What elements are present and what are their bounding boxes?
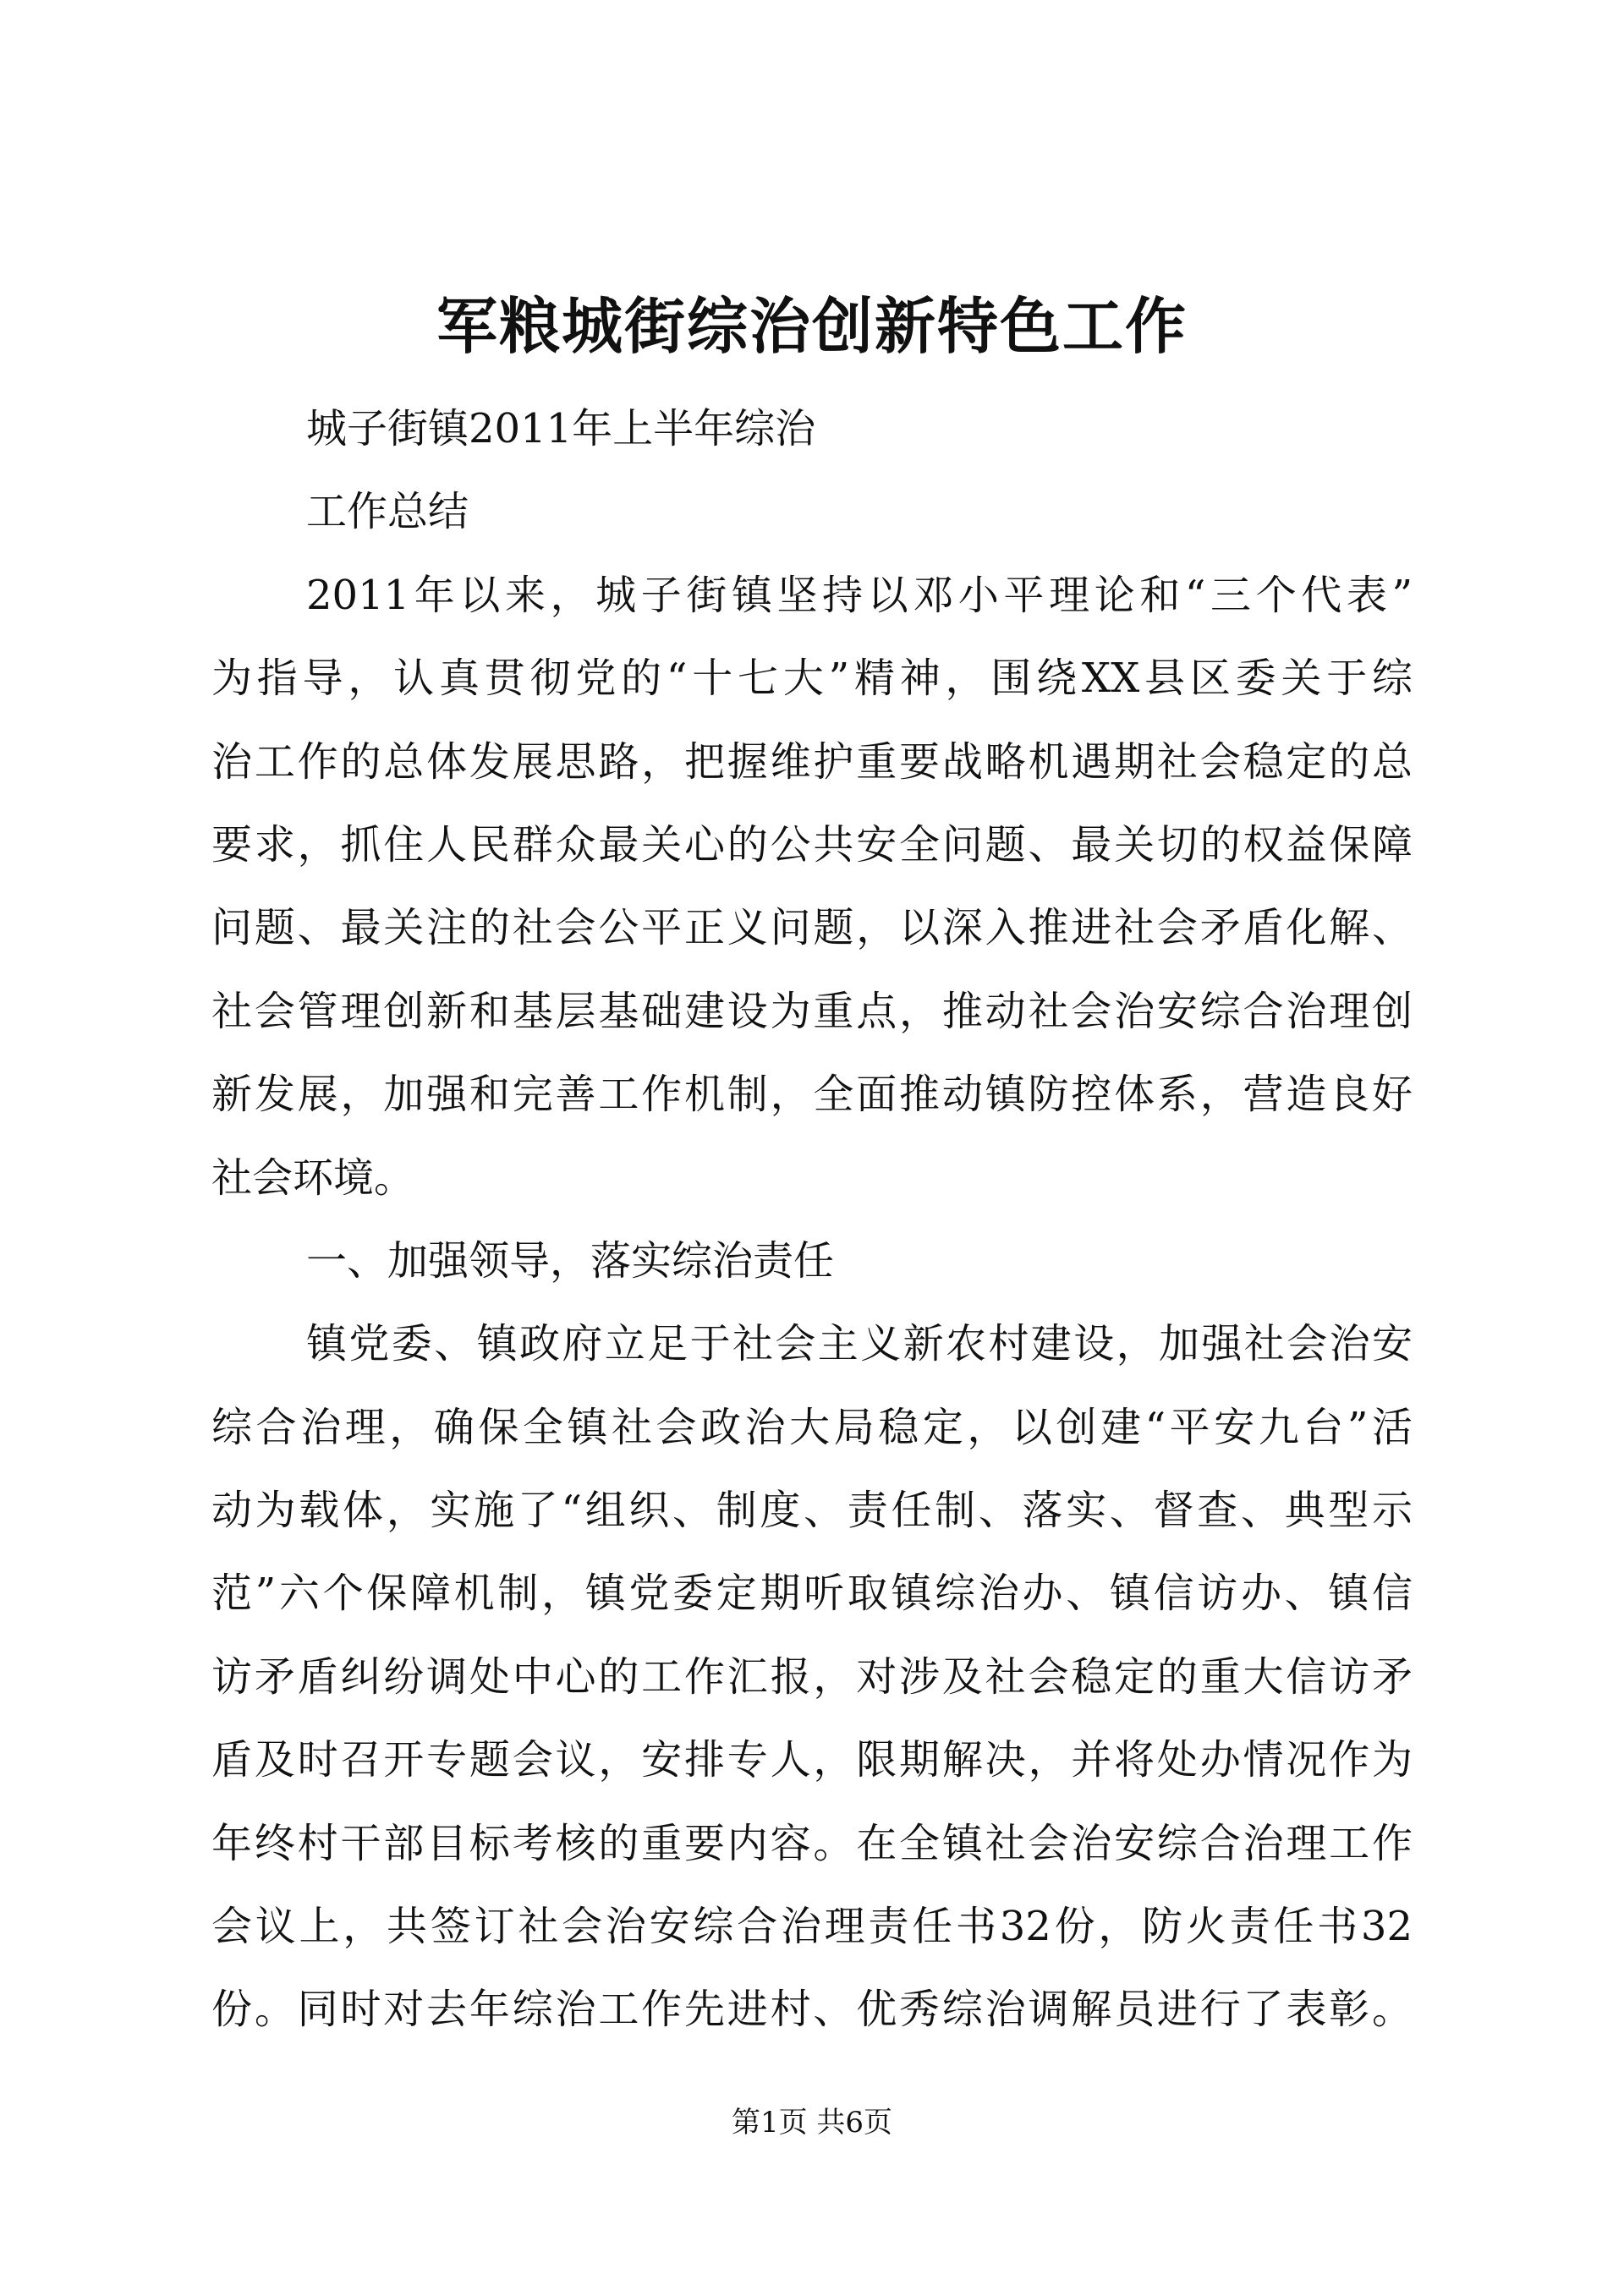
text-line: 城子街镇2011年上半年综治 [306, 405, 816, 452]
text-line: 动为载体，实施了“组织、制度、责任制、落实、督查、典型示 [211, 1487, 1413, 1535]
text-line: 新发展，加强和完善工作机制，全面推动镇防控体系，营造良好 [211, 1071, 1413, 1119]
text-line: 会议上，共签订社会治安综合治理责任书32份，防火责任书32 [211, 1903, 1413, 1951]
page-footer: 第1页 共6页 [731, 2106, 893, 2140]
document-title: 军粮城街综治创新特色工作 [436, 290, 1188, 362]
text-line: 范”六个保障机制，镇党委定期听取镇综治办、镇信访办、镇信 [211, 1570, 1413, 1618]
text-line: 2011年以来，城子街镇坚持以邓小平理论和“三个代表” [306, 571, 1413, 619]
document-body [211, 387, 1413, 2052]
text-line: 为指导，认真贯彻党的“十七大”精神，围绕XX县区委关于综 [211, 655, 1413, 703]
text-line: 综合治理，确保全镇社会政治大局稳定，以创建“平安九台”活 [211, 1403, 1413, 1451]
text-line: 社会管理创新和基层基础建设为重点，推动社会治安综合治理创 [211, 987, 1413, 1035]
text-line: 镇党委、镇政府立足于社会主义新农村建设，加强社会治安 [306, 1320, 1413, 1368]
text-line: 治工作的总体发展思路，把握维护重要战略机遇期社会稳定的总 [211, 737, 1413, 786]
text-line: 工作总结 [306, 488, 469, 536]
text-line: 一、加强领导，落实综治责任 [306, 1236, 835, 1285]
text-line: 访矛盾纠纷调处中心的工作汇报，对涉及社会稳定的重大信访矛 [211, 1652, 1413, 1701]
text-line: 份。同时对去年综治工作先进村、优秀综治调解员进行了表彰。 [211, 1986, 1413, 2034]
text-line: 问题、最关注的社会公平正义问题，以深入推进社会矛盾化解、 [211, 904, 1413, 952]
text-line: 社会环境。 [211, 1153, 415, 1202]
text-line: 盾及时召开专题会议，安排专人，限期解决，并将处办情况作为 [211, 1736, 1413, 1784]
text-line: 年终村干部目标考核的重要内容。在全镇社会治安综合治理工作 [211, 1819, 1413, 1867]
text-line: 要求，抓住人民群众最关心的公共安全问题、最关切的权益保障 [211, 820, 1413, 869]
